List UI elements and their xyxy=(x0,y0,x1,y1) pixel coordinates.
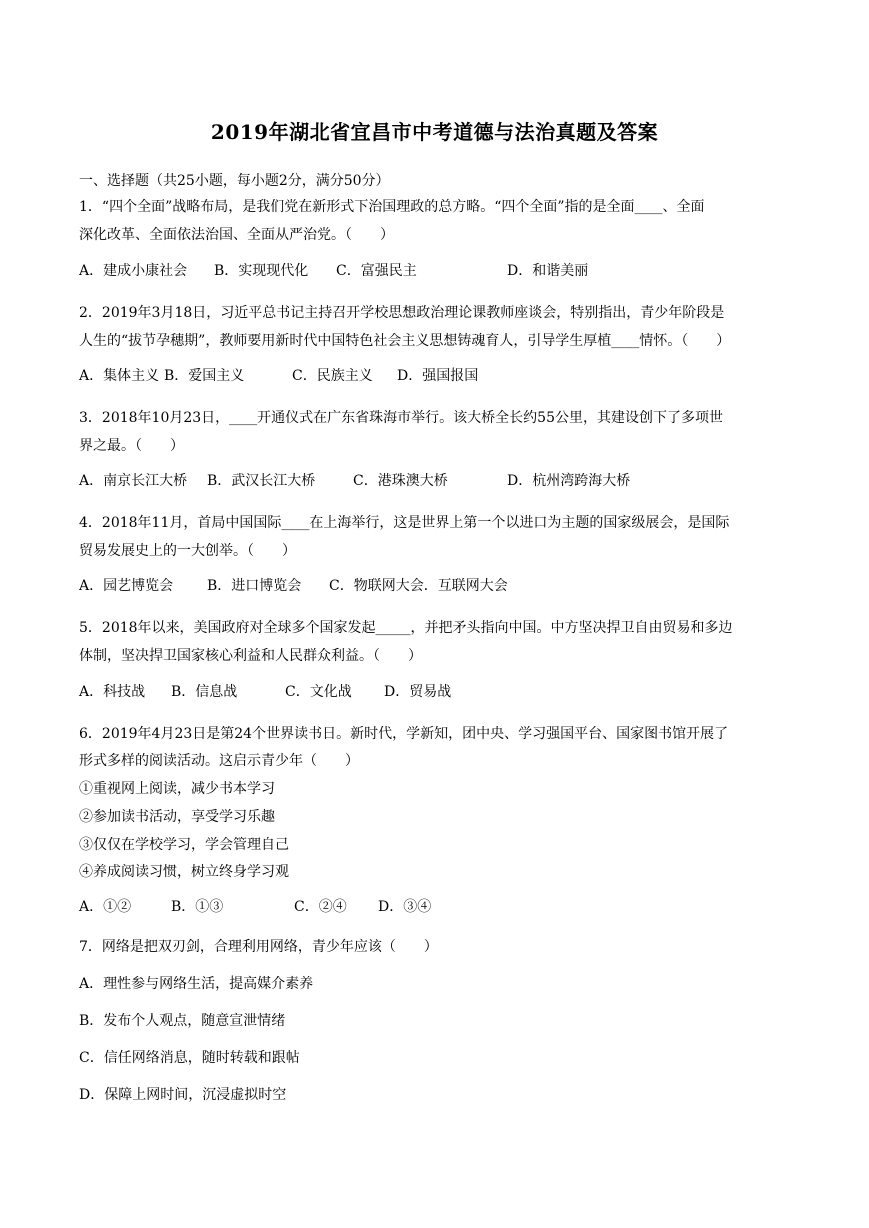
option-c: C．物联网大会．互联网大会 xyxy=(329,578,508,594)
question-3-line-2: 界之最。（ ） xyxy=(79,438,184,454)
question-7-option-b: B．发布个人观点，随意宣泄情绪 xyxy=(79,1013,286,1029)
option-d: D．和谐美丽 xyxy=(507,263,589,279)
option-c: C．文化战 xyxy=(285,684,352,700)
option-a: A．集体主义 xyxy=(79,368,160,384)
question-1-line-2: 深化改革、全面依法治国、全面从严治党。（ ） xyxy=(79,227,394,243)
question-1-line-1: 1．“四个全面”战略布局，是我们党在新形式下治国理政的总方略。“四个全面”指的是全面____、全面 xyxy=(79,199,705,215)
option-b: B．武汉长江大桥 xyxy=(207,473,316,489)
question-4-line-2: 贸易发展史上的一大创举。（ ） xyxy=(79,543,296,559)
question-7-option-d: D．保障上网时间，沉浸虚拟时空 xyxy=(79,1087,287,1103)
option-b: B．信息战 xyxy=(171,684,238,700)
question-7-line-1: 7．网络是把双刃剑，合理利用网络，青少年应该（ ） xyxy=(79,939,438,955)
option-b: B．爱国主义 xyxy=(164,368,245,384)
question-5-line-1: 5．2018年以来，美国政府对全球多个国家发起_____，并把矛头指向中国。中方坚决捍卫自由贸易和多边 xyxy=(79,620,733,636)
option-d: D．强国报国 xyxy=(397,368,479,384)
question-2-line-1: 2．2019年3月18日，习近平总书记主持召开学校思想政治理论课教师座谈会，特别指出，青少年阶段是 xyxy=(79,305,725,321)
option-a: A．①② xyxy=(79,899,132,915)
option-b: B．实现现代化 xyxy=(214,263,309,279)
option-b: B．进口博览会 xyxy=(207,578,302,594)
question-3-line-1: 3．2018年10月23日，____开通仪式在广东省珠海市举行。该大桥全长约55公里，其建设创下了多项世 xyxy=(79,410,723,426)
question-7-option-c: C．信任网络消息，随时转载和跟帖 xyxy=(79,1050,300,1066)
option-c: C．富强民主 xyxy=(336,263,417,279)
question-6-statement-2: ②参加读书活动，享受学习乐趣 xyxy=(79,809,275,825)
question-4-line-1: 4．2018年11月，首局中国国际____在上海举行，这是世界上第一个以进口为主题的国家级展会，是国际 xyxy=(79,515,730,531)
question-6-statement-4: ④养成阅读习惯，树立终身学习观 xyxy=(79,864,289,880)
option-a: A．建成小康社会 xyxy=(79,263,188,279)
question-2-line-2: 人生的“拔节孕穗期”，教师要用新时代中国特色社会主义思想铸魂育人，引导学生厚植____情怀。（ ） xyxy=(79,333,731,349)
option-d: D．③④ xyxy=(378,899,432,915)
option-a: A．园艺博览会 xyxy=(79,578,174,594)
option-b: B．①③ xyxy=(171,899,224,915)
option-c: C．民族主义 xyxy=(292,368,373,384)
question-7-option-a: A．理性参与网络生活，提高媒介素养 xyxy=(79,976,314,992)
section-header: 一、选择题（共25小题，每小题2分，满分50分） xyxy=(79,173,390,189)
question-6-statement-1: ①重视网上阅读，减少书本学习 xyxy=(79,781,275,797)
option-d: D．贸易战 xyxy=(384,684,452,700)
question-6-line-1: 6．2019年4月23日是第24个世界读书日。新时代，学新知，团中央、学习强国平台、国家图书馆开展了 xyxy=(79,726,729,742)
option-a: A．南京长江大桥 xyxy=(79,473,188,489)
document-title: 2019年湖北省宜昌市中考道德与法治真题及答案 xyxy=(210,120,659,144)
question-6-line-2: 形式多样的阅读活动。这启示青少年（ ） xyxy=(79,753,359,769)
question-6-statement-3: ③仅仅在学校学习，学会管理自己 xyxy=(79,837,289,853)
option-c: C．②④ xyxy=(294,899,347,915)
option-d: D．杭州湾跨海大桥 xyxy=(507,473,631,489)
option-a: A．科技战 xyxy=(79,684,146,700)
option-c: C．港珠澳大桥 xyxy=(353,473,448,489)
question-5-line-2: 体制，坚决捍卫国家核心利益和人民群众利益。（ ） xyxy=(79,648,422,664)
